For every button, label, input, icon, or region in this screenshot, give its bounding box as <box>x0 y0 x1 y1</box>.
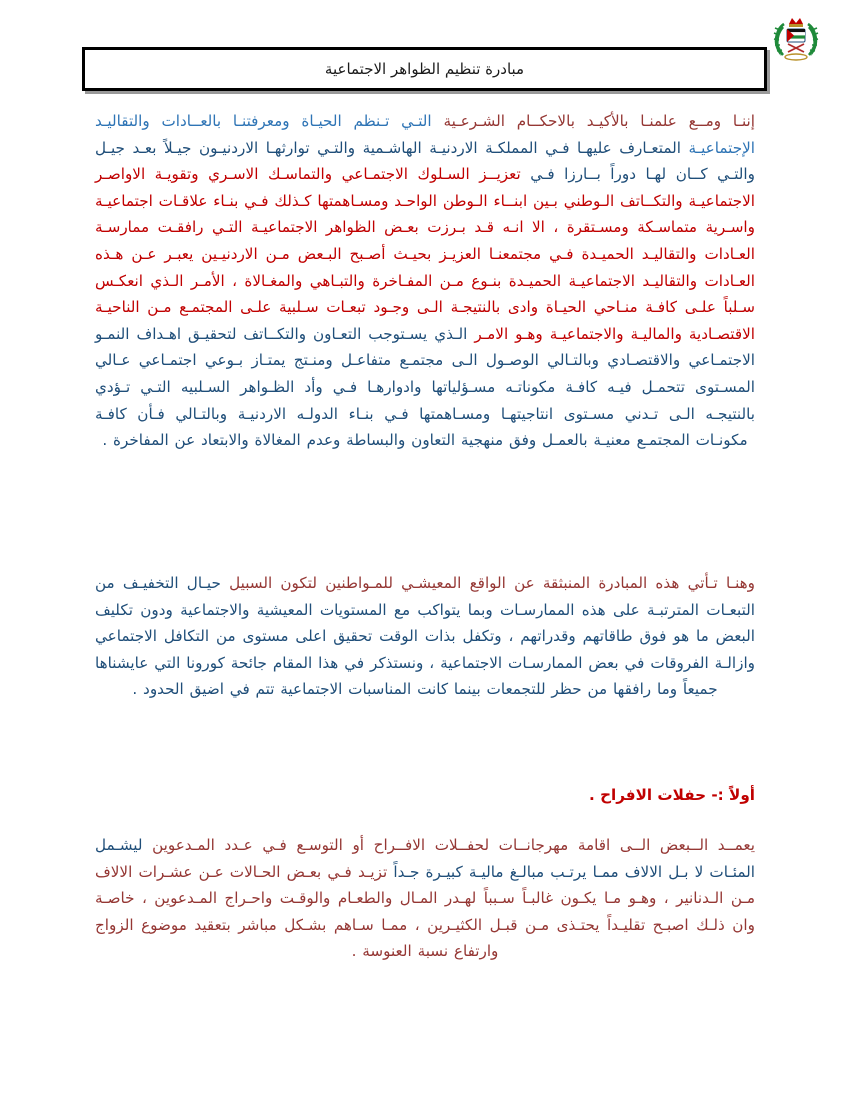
paragraph-1 <box>95 108 755 454</box>
page-title: مبادرة تنظيم الظواهر الاجتماعية <box>324 60 525 78</box>
p3-seg-1: يعمــد الــبعض الــى اقامة مهرجانــات لحفــلات الافــراح أو التوسـع فـي عـدد المـدعوين <box>142 836 755 854</box>
title-box <box>82 47 767 91</box>
paragraph-2-block <box>95 570 755 703</box>
p1-seg-2: التـي تـنظم الحيـاة ومعرفتنـا بالعــادات والتقاليـد الإجتماعيـة <box>95 112 755 157</box>
section-heading-block <box>95 782 755 808</box>
paragraph-3-block <box>95 832 755 965</box>
paragraph-3 <box>95 832 755 965</box>
jordan-coat-of-arms-icon <box>768 12 824 66</box>
p3-seg-2: ليشـمل المئـات لا بـل الالاف ممـا يرتـب مبالـغ ماليـة كبيـرة جـداً <box>95 836 755 881</box>
p1-seg-5: الـذي يسـتوجب التعـاون والتكــاتف لتحقيـق اهـداف النمـو الاجتمـاعي والاقتصـادي وبالتـالي الوصـول الـى مجتمـع متفاعـل ومنـتج يمتـاز بـوعي اجتمـاعي عـالي المسـتوى تتحمـل فيـه كافـة مكوناتـه مسـؤلياتها وادوارهـا فـي وأد الظـواهر السـلبيه التـي تـؤدي بالنتيجـه الـى تـدني مسـتوى انتاجيتهـا ومسـاهمتها فـي بنـاء الدولـه الاردنيـة وبالتـالي فـأن كافـة مكونـات المجتمـع معنيـة بالعمـل وفق منهجية التعاون والبساطة وعدم المغالاة والابتعاد عن المفاخرة . <box>95 324 755 450</box>
p2-seg-1: وهنـا تـأتي هذه المبادرة المنبثقة عن الواقع المعيشـي للمـواطنين لتكون السبيل <box>220 574 756 592</box>
p3-seg-3: تزيـد فـي بعـض الحـالات عـن عشـرات الالاف مـن الـدنانير ، وهـو مـا يكـون غالبـاً سـبباً لهـدر المـال والطعـام والوقـت واحـراج المـدعوين ، خاصـة وان ذلـك اصبـح تقليـداً يحتـذى مـن قبـل الكثيـرين ، ممـا سـاهم بشـكل مباشر بتعقيد موضوع الزواج وارتفاع نسبة العنوسة . <box>95 862 755 961</box>
paragraph-1-block <box>95 108 755 454</box>
p1-seg-3: المتعـارف عليهـا فـي المملكـة الاردنيـة الهاشـمية والتـي توارثهـا الاردنيـون جيـلاً بعـد جيـل والتـي كــان لهـا دوراً بــارزا فـي <box>95 138 755 184</box>
title-box-border <box>82 47 767 91</box>
p1-seg-1: إننـا ومــع علمنـا بالأكيـد بالاحكــام الشـرعـية <box>431 112 755 130</box>
p2-seg-2: حيـال التخفيـف من التبعـات المترتبـة على هذه الممارسـات وبما يتواكب مع المستويات المعيشية والاجتماعية ودون تكليف البعض ما هو فوق طاقاتهم وقدراتهم ، وتكفل بذات الوقت تحقيق اعلى مستوى من التكافل الاجتماعي وازالـة الفروقات في بعض الممارسـات الاجتماعية ، ونستذكر في هذا المقام جائحة كورونا التي عايشناها جميعاً وما رافقها من حظر للتجمعات بينما كانت المناسبات الاجتماعية تتم في اضيق الحدود . <box>95 574 755 699</box>
p1-seg-4: تعزيــز السـلوك الاجتمـاعي والتماسـك الاسـري وتقويـة الاواصـر الاجتماعيـة والتكــاتف الـوطني بـين ابنــاء الـوطن الواحـد ومسـاهمتها كـذلك فـي بنـاء علاقـات اجتماعيـة واسـرية متماسـكة ومسـتقرة ، الا انـه قـد بـرزت بعـض الظواهر الاجتماعيـة التـي رافقـت ممارسـة العـادات والتقاليـد الحميـدة فـي مجتمعنـا العزيـز بحيـث أصـبح البـعض مـن الاردنيـين يعبـر عـن هـذه العـادات والتقاليـد الاجتماعيـة الحميـدة بنـوع مـن المفـاخرة والتبـاهي والمغـالاة ، الأمـر الـذي انعكـس سـلباً علـى كافـة منـاحي الحيـاة وادى بالنتيجـة الـى وجـود تبعـات سـلبية علـى المجتمـع مـن الناحيـة الاقتصـادية والماليـة والاجتماعيـة وهـو الامـر <box>95 165 755 343</box>
section-heading-first: أولاً :- حفلات الافراح . <box>589 786 755 804</box>
paragraph-2 <box>95 570 755 703</box>
